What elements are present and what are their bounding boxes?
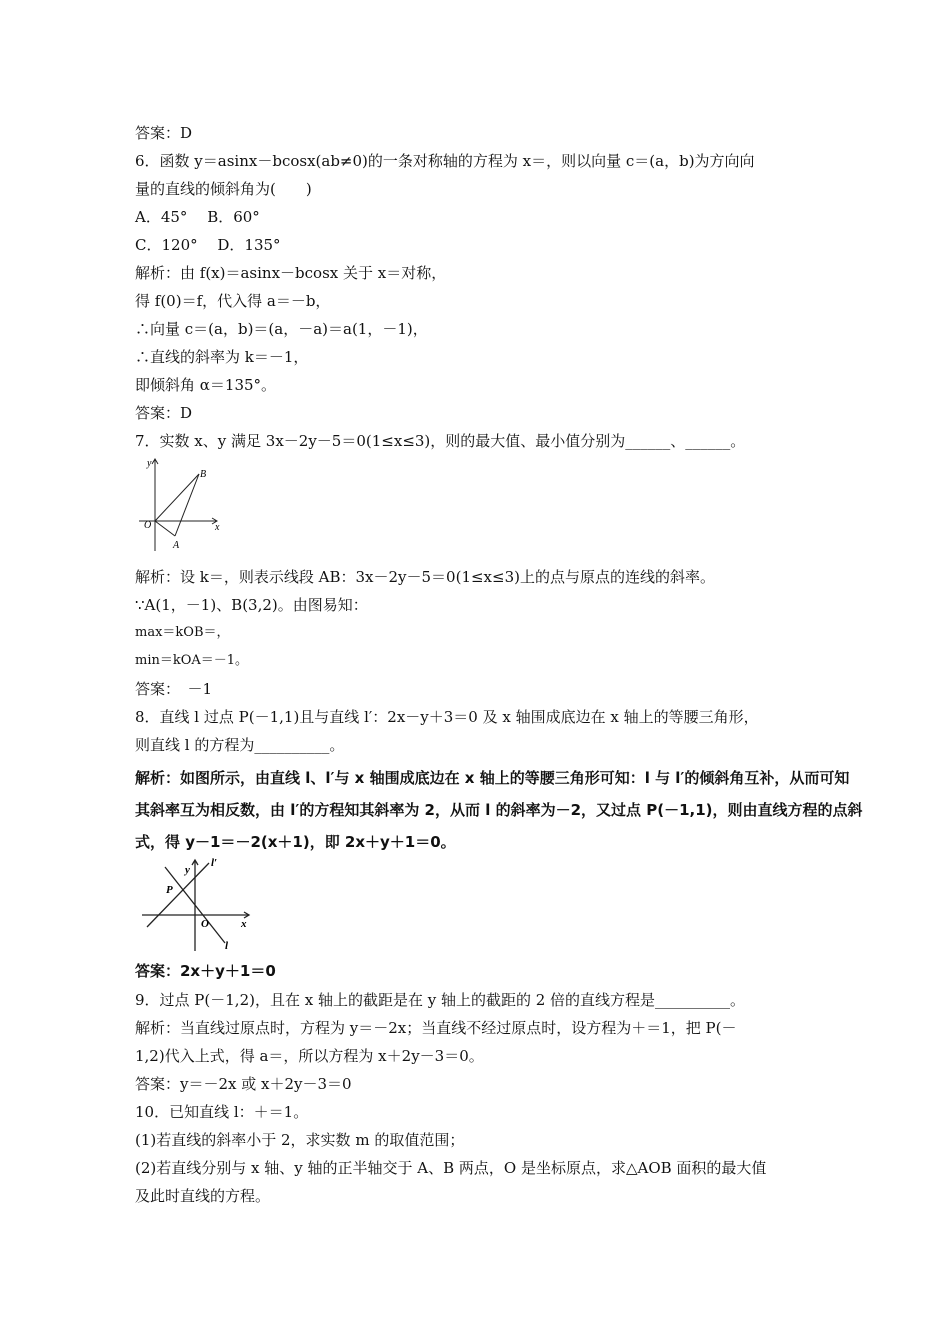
fig2-x-label: x xyxy=(241,918,247,930)
q7-stem: 7．实数 x、y 满足 3x－2y－5＝0(1≤x≤3)，则的最大值、最小值分别为______、______。 xyxy=(135,432,746,450)
q9-solution-1: 解析：当直线过原点时，方程为 y＝－2x；当直线不经过原点时，设方程为＋＝1，把 P(－ xyxy=(135,1019,737,1037)
answer-5: 答案：D xyxy=(135,124,193,142)
fig2-y-label: y xyxy=(185,864,190,876)
fig1-origin-label: O xyxy=(144,520,152,531)
q8-figure xyxy=(137,855,252,955)
q7-solution-max: max＝kOB＝， xyxy=(135,625,230,640)
answer-9: 答案：y＝－2x 或 x＋2y－3＝0 xyxy=(135,1075,352,1093)
q8-solution-3: 式，得 y－1＝－2(x＋1)，即 2x＋y＋1＝0。 xyxy=(135,833,456,851)
q7-solution-1: 解析：设 k＝，则表示线段 AB：3x－2y－5＝0(1≤x≤3)上的点与原点的连线的斜率。 xyxy=(135,568,715,586)
q8-solution-2: 其斜率互为相反数，由 l′的方程知其斜率为 2，从而 l 的斜率为－2，又过点 P(－1,1)，则由直线方程的点斜 xyxy=(135,801,863,819)
q8-solution-1: 解析：如图所示，由直线 l、l′与 x 轴围成底边在 x 轴上的等腰三角形可知：l 与 l′的倾斜角互补，从而可知 xyxy=(135,769,850,787)
q6-solution-2: 得 f(0)＝f，代入得 a＝－b， xyxy=(135,292,331,310)
q6-stem-1: 6．函数 y＝asinx－bcosx(ab≠0)的一条对称轴的方程为 x＝，则以向量 c＝(a，b)为方向向 xyxy=(135,152,755,170)
fig2-l-label: l xyxy=(225,940,229,952)
fig2-origin-label: O xyxy=(201,918,209,930)
q6-solution-4: ∴直线的斜率为 k＝－1， xyxy=(135,348,309,366)
fig1-point-b-label: B xyxy=(200,469,207,480)
q10-part-2b: 及此时直线的方程。 xyxy=(135,1187,271,1205)
q7-figure xyxy=(137,455,227,555)
fig1-y-label: y xyxy=(147,458,152,469)
answer-7: 答案： －1 xyxy=(135,680,213,698)
fig1-point-a-label: A xyxy=(173,540,180,551)
q8-stem-2: 则直线 l 的方程为__________。 xyxy=(135,736,345,754)
answer-8: 答案：2x＋y＋1＝0 xyxy=(135,962,276,980)
q10-stem: 10．已知直线 l：＋＝1。 xyxy=(135,1103,309,1121)
q8-stem-1: 8．直线 l 过点 P(－1,1)且与直线 l′：2x－y＋3＝0 及 x 轴围成底边在 x 轴上的等腰三角形， xyxy=(135,708,759,726)
q9-stem: 9．过点 P(－1,2)，且在 x 轴上的截距是在 y 轴上的截距的 2 倍的直线方程是__________。 xyxy=(135,991,746,1009)
fig2-lprime-label: l′ xyxy=(211,857,218,869)
q10-part-2a: (2)若直线分别与 x 轴、y 轴的正半轴交于 A、B 两点，O 是坐标原点，求△AOB 面积的最大值 xyxy=(135,1159,767,1177)
q10-part-1: (1)若直线的斜率小于 2，求实数 m 的取值范围； xyxy=(135,1131,465,1149)
q7-solution-min: min＝kOA＝－1。 xyxy=(135,653,249,668)
q6-solution-5: 即倾斜角 α＝135°。 xyxy=(135,376,277,394)
fig2-point-p-label: P xyxy=(166,884,173,896)
answer-6: 答案：D xyxy=(135,404,193,422)
q7-solution-2: ∵A(1，－1)、B(3,2)。由图易知： xyxy=(135,596,368,614)
fig1-x-label: x xyxy=(215,522,220,533)
q6-options-cd: C．120° D．135° xyxy=(135,236,281,254)
q6-solution-1: 解析：由 f(x)＝asinx－bcosx 关于 x＝对称， xyxy=(135,264,447,282)
q6-options-ab: A．45° B．60° xyxy=(135,208,260,226)
q6-solution-3: ∴向量 c＝(a，b)＝(a，－a)＝a(1，－1)， xyxy=(135,320,428,338)
q6-stem-2: 量的直线的倾斜角为( ) xyxy=(135,180,312,198)
q9-solution-2: 1,2)代入上式，得 a＝，所以方程为 x＋2y－3＝0。 xyxy=(135,1047,484,1065)
